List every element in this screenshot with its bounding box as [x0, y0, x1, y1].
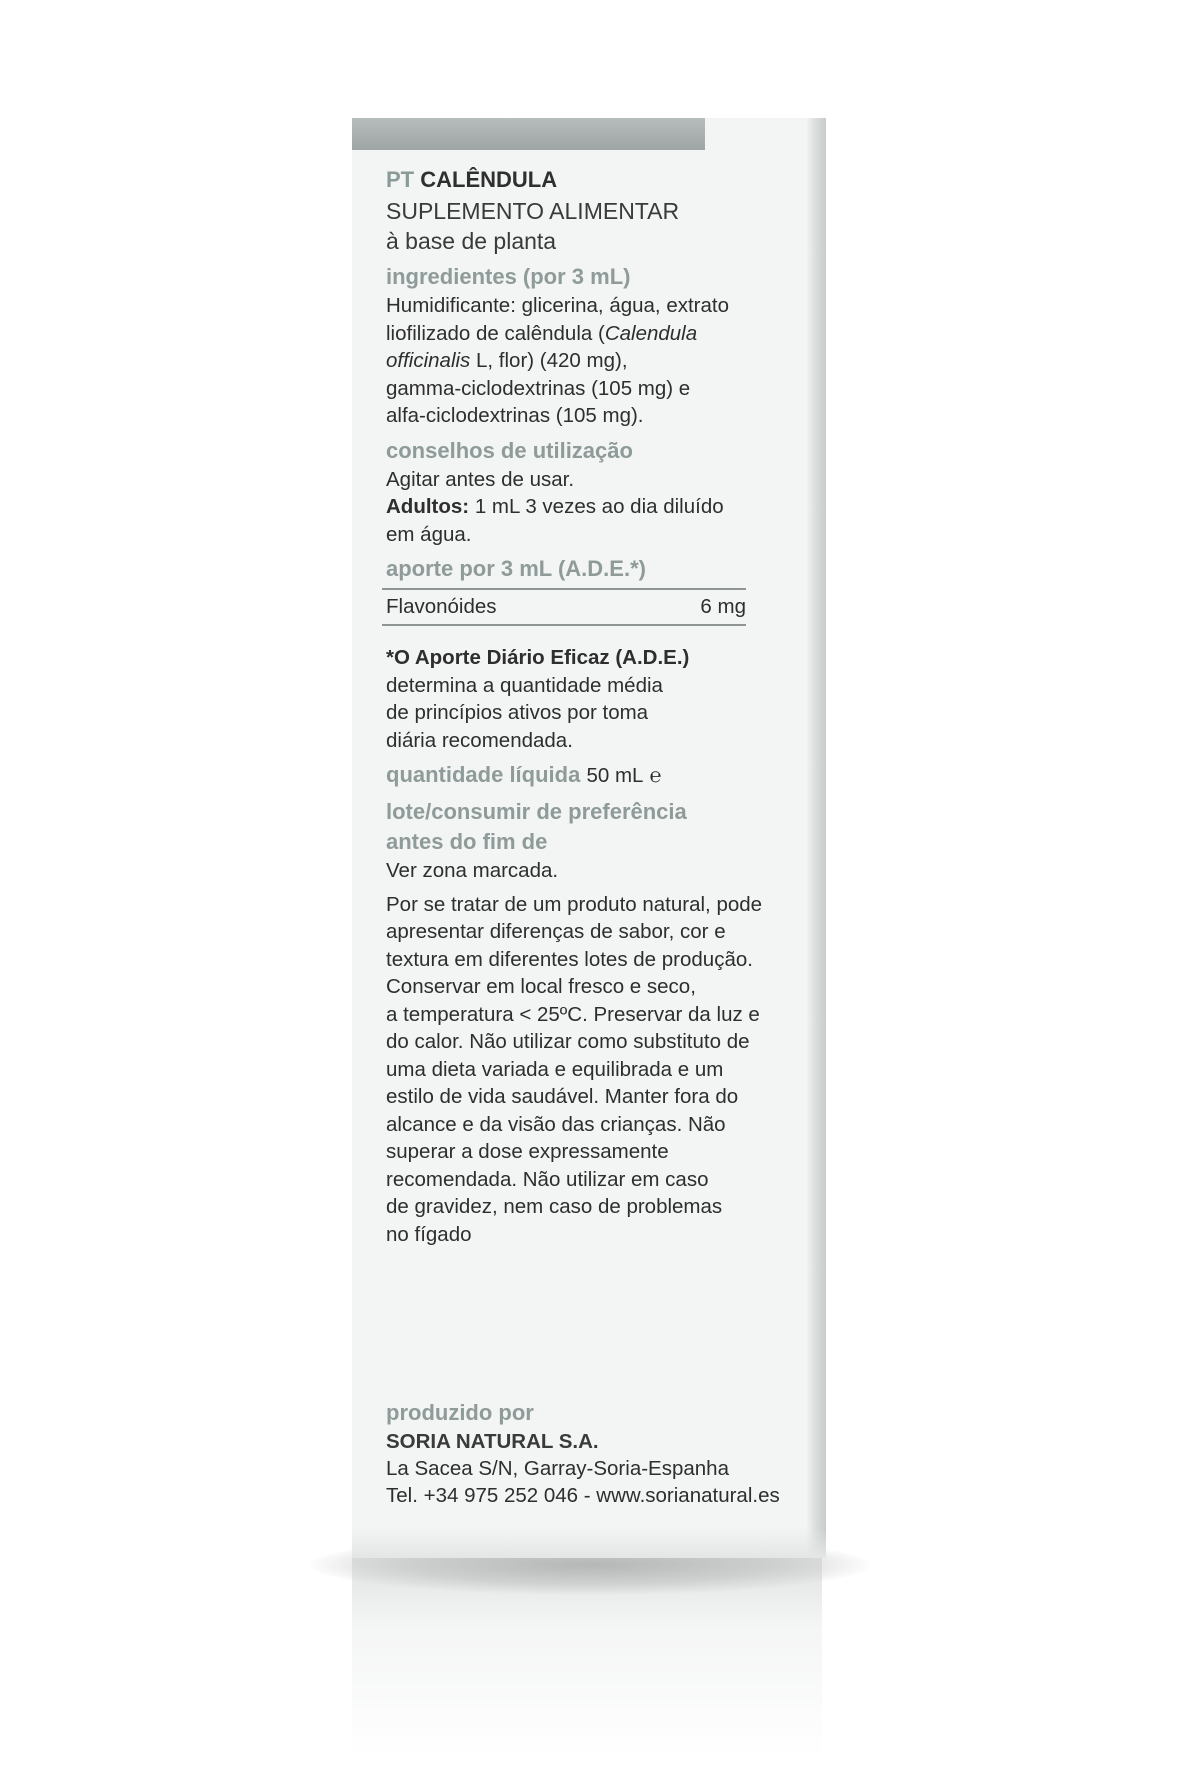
producer-address: La Sacea S/N, Garray-Soria-Espanha [386, 1457, 729, 1480]
footnote-bold: *O Aporte Diário Eficaz (A.D.E.) [386, 646, 690, 669]
warning-line: superar a dose expressamente [386, 1140, 669, 1163]
product-name: CALÊNDULA [420, 167, 558, 192]
footnote-title [386, 644, 806, 672]
footnote-line-1: determina a quantidade média [386, 673, 663, 697]
usage-line-2 [386, 493, 806, 521]
ingredients-heading: ingredientes (por 3 mL) [386, 264, 631, 289]
warning-line: estilo de vida saudável. Manter fora do [386, 1085, 739, 1108]
botanical-genus: Calendula [604, 321, 698, 345]
subtitle-line-2: à base de planta [386, 228, 557, 254]
footnote-line-3: diária recomendada. [386, 728, 573, 752]
product-title [386, 164, 806, 196]
label-content [386, 164, 806, 1248]
estimated-sign-icon: ℮ [649, 765, 662, 787]
top-color-strip [352, 118, 705, 150]
net-quantity-value: 50 mL [586, 764, 644, 787]
lot-text: Ver zona marcada. [386, 859, 559, 882]
warning-line: a temperatura < 25ºC. Preservar da luz e [386, 1002, 760, 1026]
usage-line-1: Agitar antes de usar. [386, 467, 575, 491]
ingredients-line-2 [386, 320, 806, 348]
usage-line-3: em água. [386, 522, 472, 546]
warning-line: recomendada. Não utilizar em caso [386, 1167, 709, 1191]
footnote-line-2: de princípios ativos por toma [386, 701, 649, 724]
ingredients-line-1: Humidificante: glicerina, água, extrato [386, 294, 729, 317]
producer-block [386, 1398, 816, 1509]
adults-label: Adultos: [386, 495, 470, 518]
ingredients-line-3 [386, 347, 806, 375]
warning-line: uma dieta variada e equilibrada e um [386, 1057, 724, 1081]
box-edge-shading [806, 118, 826, 1558]
warning-line: de gravidez, nem caso de problemas [386, 1195, 723, 1218]
nutrient-value: 6 mg [700, 595, 746, 618]
producer-heading: produzido por [386, 1400, 534, 1425]
net-quantity-row [386, 760, 806, 791]
lot-heading-line-2: antes do fim de [386, 829, 548, 854]
contribution-table [386, 588, 746, 626]
warning-line: no fígado [386, 1222, 472, 1246]
warning-line: do calor. Não utilizar como substituto de [386, 1030, 750, 1053]
producer-contact: Tel. +34 975 252 046 - www.sorianatural.es [386, 1484, 780, 1507]
ingredients-line-3-text: L, flor) (420 mg), [470, 349, 628, 372]
warning-line: apresentar diferenças de sabor, cor e [386, 920, 726, 943]
ingredients-line-2-text: liofilizado de calêndula ( [386, 321, 605, 345]
warning-line: Conservar em local fresco e seco, [386, 975, 696, 998]
ingredients-line-4: gamma-ciclodextrinas (105 mg) e [386, 376, 691, 400]
warning-line: Por se tratar de um produto natural, pode [386, 892, 763, 916]
contribution-heading: aporte por 3 mL (A.D.E.*) [386, 556, 646, 581]
box-reflection [352, 1558, 822, 1758]
warning-line: alcance e da visão das crianças. Não [386, 1112, 726, 1136]
ingredients-line-5: alfa-ciclodextrinas (105 mg). [386, 404, 644, 427]
spacer [386, 626, 806, 644]
producer-company: SORIA NATURAL S.A. [386, 1430, 599, 1453]
box-bottom-shading [352, 1528, 826, 1558]
net-quantity-label: quantidade líquida [386, 762, 581, 787]
lot-heading-line-1: lote/consumir de preferência [386, 799, 687, 824]
adults-dosage: 1 mL 3 vezes ao dia diluído [469, 495, 724, 518]
table-row [386, 590, 746, 624]
nutrient-name: Flavonóides [386, 595, 497, 618]
botanical-species: officinalis [386, 349, 471, 372]
subtitle-line-1: SUPLEMENTO ALIMENTAR [386, 198, 680, 224]
warning-line: textura em diferentes lotes de produção. [386, 947, 753, 971]
language-code: PT [386, 167, 415, 192]
warnings-block [386, 891, 806, 1249]
usage-heading: conselhos de utilização [386, 437, 633, 463]
